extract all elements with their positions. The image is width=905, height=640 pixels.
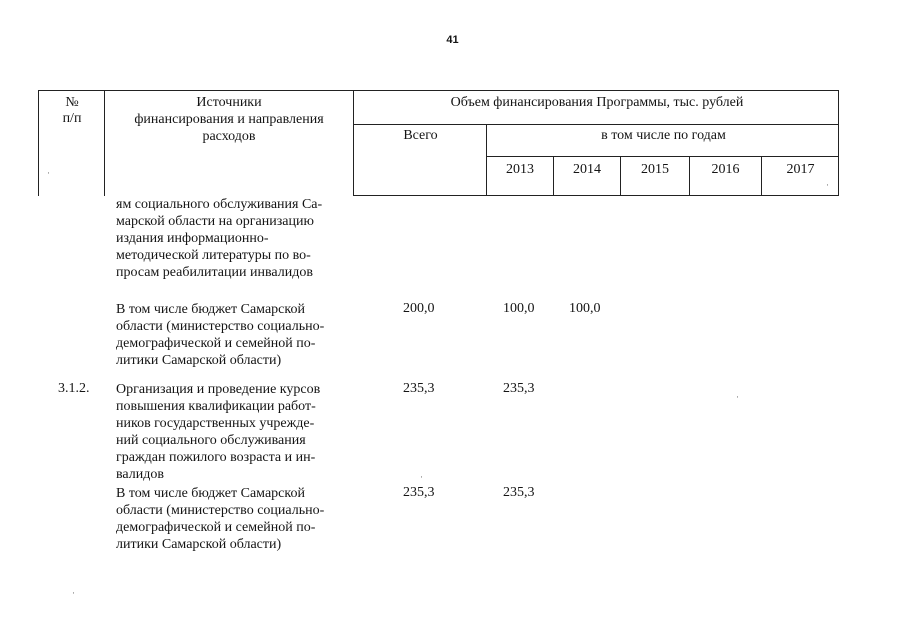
column-divider-total (486, 124, 487, 196)
header-source-line: финансирования и направления (134, 112, 324, 127)
row-3-total: 235,3 (403, 381, 435, 396)
row-2-2014: 100,0 (569, 301, 601, 316)
scan-speck: · (420, 472, 423, 482)
row-3-number: 3.1.2. (58, 381, 90, 396)
header-divider-top (353, 124, 839, 125)
header-num-label-2: п/п (62, 111, 82, 126)
row-text-line: В том числе бюджет Самарской (116, 486, 305, 501)
header-source-label (106, 94, 352, 145)
scan-speck: · (736, 392, 739, 402)
row-text-line: валидов (116, 467, 164, 482)
row-text-line: ям социального обслуживания Са- (116, 197, 323, 212)
header-year-2016: 2016 (711, 162, 740, 177)
column-divider-source (353, 90, 354, 196)
row-text-line: области (министерство социально- (116, 503, 325, 518)
row-text-line: просам реабилитации инвалидов (116, 265, 313, 280)
header-total-label: Всего (403, 128, 438, 143)
header-num-label: № (65, 95, 79, 110)
row-text-line: ний социального обслуживания (116, 433, 306, 448)
row-1-text (116, 196, 352, 281)
header-bottom-line (353, 195, 839, 196)
row-3-2013: 235,3 (503, 381, 535, 396)
header-divider-years (486, 156, 839, 157)
row-4-text (116, 485, 352, 553)
row-text-line: ников государственных учрежде- (116, 416, 315, 431)
header-year-2013: 2013 (506, 162, 534, 177)
row-4-total: 235,3 (403, 485, 435, 500)
row-text-line: методической литературы по во- (116, 248, 311, 263)
row-3-text (116, 381, 352, 483)
header-year-2014: 2014 (573, 162, 601, 177)
scan-speck: · (72, 588, 75, 598)
row-text-line: повышения квалификации работ- (116, 399, 316, 414)
page-number: 41 (446, 34, 459, 46)
row-text-line: издания информационно- (116, 231, 269, 246)
row-2-total: 200,0 (403, 301, 435, 316)
row-text-line: литики Самарской области) (116, 353, 282, 368)
row-2-2013: 100,0 (503, 301, 535, 316)
header-year-2015: 2015 (641, 162, 669, 177)
row-text-line: В том числе бюджет Самарской (116, 302, 305, 317)
column-divider-num (104, 90, 105, 196)
scan-speck: · (47, 168, 50, 178)
row-text-line: литики Самарской области) (116, 537, 282, 552)
header-volume-label: Объем финансирования Программы, тыс. рублей (450, 95, 744, 110)
row-text-line: демографической и семейной по- (116, 520, 316, 535)
header-source-line: Источники (196, 95, 262, 110)
scan-speck: · (826, 180, 829, 190)
row-text-line: граждан пожилого возраста и ин- (116, 450, 316, 465)
row-text-line: Организация и проведение курсов (116, 382, 321, 397)
header-source-line: расходов (202, 129, 256, 144)
header-year-2017: 2017 (786, 162, 815, 177)
row-text-line: марской области на организацию (116, 214, 314, 229)
row-2-text (116, 301, 352, 369)
row-text-line: области (министерство социально- (116, 319, 325, 334)
row-4-2013: 235,3 (503, 485, 535, 500)
row-text-line: демографической и семейной по- (116, 336, 316, 351)
header-years-label: в том числе по годам (601, 128, 726, 143)
